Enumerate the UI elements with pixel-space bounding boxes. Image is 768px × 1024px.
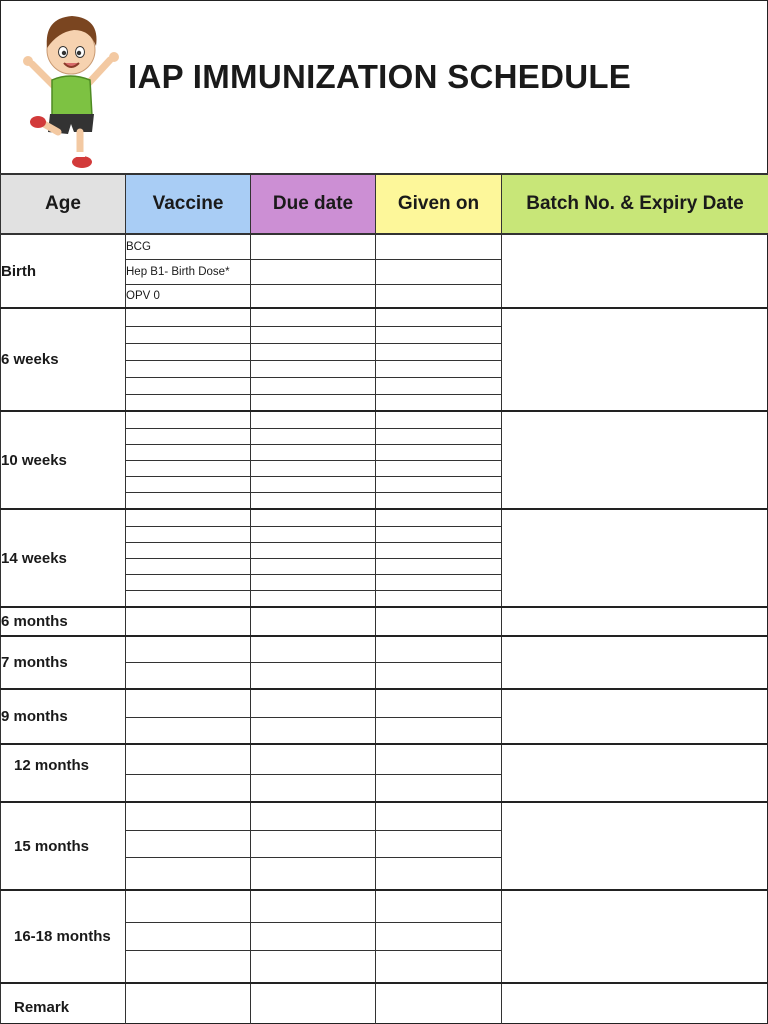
- table-row: [1, 636, 768, 662]
- vaccine-cell[interactable]: [126, 509, 251, 526]
- vaccine-cell[interactable]: [126, 689, 251, 717]
- batch-cell[interactable]: [502, 636, 768, 689]
- due-date-cell[interactable]: [251, 476, 376, 492]
- table-row: [1, 802, 768, 830]
- due-date-cell[interactable]: [251, 411, 376, 428]
- given-on-cell[interactable]: [376, 234, 502, 259]
- given-on-cell[interactable]: [376, 377, 502, 394]
- given-on-cell[interactable]: [376, 689, 502, 717]
- due-date-cell[interactable]: [251, 377, 376, 394]
- vaccine-cell[interactable]: [126, 526, 251, 542]
- vaccine-cell[interactable]: [126, 558, 251, 574]
- due-date-cell[interactable]: [251, 343, 376, 360]
- column-header-age: Age: [1, 174, 126, 234]
- given-on-cell[interactable]: [376, 476, 502, 492]
- vaccine-cell[interactable]: [126, 574, 251, 590]
- due-date-cell[interactable]: [251, 509, 376, 526]
- table-row: [1, 744, 768, 774]
- table-row: [1, 308, 768, 326]
- given-on-cell[interactable]: [376, 326, 502, 343]
- table-row: [1, 411, 768, 428]
- given-on-cell[interactable]: [376, 830, 502, 857]
- due-date-cell[interactable]: [251, 744, 376, 774]
- due-date-cell[interactable]: [251, 284, 376, 308]
- due-date-cell[interactable]: [251, 574, 376, 590]
- due-date-cell[interactable]: [251, 857, 376, 890]
- due-date-cell[interactable]: [251, 259, 376, 284]
- remark-label: Remark: [1, 983, 126, 1024]
- due-date-cell[interactable]: [251, 526, 376, 542]
- given-on-cell[interactable]: [376, 890, 502, 922]
- cartoon-boy-icon: [14, 8, 126, 174]
- given-on-cell[interactable]: [376, 308, 502, 326]
- given-on-cell[interactable]: [376, 558, 502, 574]
- remark-cell[interactable]: [251, 983, 376, 1024]
- vaccine-cell[interactable]: [126, 662, 251, 689]
- due-date-cell[interactable]: [251, 360, 376, 377]
- immunization-table: [0, 173, 768, 1024]
- given-on-cell[interactable]: [376, 574, 502, 590]
- vaccine-cell[interactable]: [126, 857, 251, 890]
- age-cell: 6 months: [1, 607, 126, 636]
- given-on-cell[interactable]: [376, 542, 502, 558]
- age-cell: 9 months: [1, 689, 126, 744]
- vaccine-cell[interactable]: [126, 607, 251, 636]
- batch-cell[interactable]: [502, 411, 768, 509]
- given-on-cell[interactable]: [376, 259, 502, 284]
- age-cell: Birth: [1, 234, 126, 308]
- given-on-cell[interactable]: [376, 662, 502, 689]
- given-on-cell[interactable]: [376, 950, 502, 983]
- remark-cell[interactable]: [376, 983, 502, 1024]
- due-date-cell[interactable]: [251, 308, 376, 326]
- due-date-cell[interactable]: [251, 428, 376, 444]
- table-row: [1, 983, 768, 1024]
- vaccine-cell[interactable]: [126, 411, 251, 428]
- due-date-cell[interactable]: [251, 460, 376, 476]
- column-header-batch: Batch No. & Expiry Date: [502, 174, 768, 234]
- remark-cell[interactable]: [126, 983, 251, 1024]
- given-on-cell[interactable]: [376, 744, 502, 774]
- due-date-cell[interactable]: [251, 662, 376, 689]
- vaccine-cell[interactable]: [126, 950, 251, 983]
- given-on-cell[interactable]: [376, 284, 502, 308]
- given-on-cell[interactable]: [376, 343, 502, 360]
- given-on-cell[interactable]: [376, 526, 502, 542]
- vaccine-cell[interactable]: [126, 444, 251, 460]
- given-on-cell[interactable]: [376, 428, 502, 444]
- vaccine-cell[interactable]: [126, 476, 251, 492]
- given-on-cell[interactable]: [376, 922, 502, 950]
- given-on-cell[interactable]: [376, 492, 502, 509]
- vaccine-cell[interactable]: [126, 774, 251, 802]
- age-cell: 15 months: [1, 802, 126, 890]
- given-on-cell[interactable]: [376, 774, 502, 802]
- table-row: [1, 509, 768, 526]
- due-date-cell[interactable]: [251, 922, 376, 950]
- vaccine-cell[interactable]: [126, 802, 251, 830]
- batch-cell[interactable]: [502, 509, 768, 607]
- vaccine-cell[interactable]: [126, 590, 251, 607]
- remark-cell[interactable]: [502, 983, 768, 1024]
- age-cell: 14 weeks: [1, 509, 126, 607]
- due-date-cell[interactable]: [251, 830, 376, 857]
- due-date-cell[interactable]: [251, 636, 376, 662]
- given-on-cell[interactable]: [376, 509, 502, 526]
- age-cell: 10 weeks: [1, 411, 126, 509]
- batch-cell[interactable]: [502, 890, 768, 983]
- column-header-vaccine: Vaccine: [126, 174, 251, 234]
- batch-cell[interactable]: [502, 744, 768, 802]
- vaccine-cell[interactable]: [126, 360, 251, 377]
- vaccine-cell: BCG: [126, 234, 251, 259]
- due-date-cell[interactable]: [251, 394, 376, 411]
- vaccine-cell[interactable]: [126, 428, 251, 444]
- due-date-cell[interactable]: [251, 802, 376, 830]
- table-row: [1, 890, 768, 922]
- due-date-cell[interactable]: [251, 590, 376, 607]
- due-date-cell[interactable]: [251, 774, 376, 802]
- column-header-due-date: Due date: [251, 174, 376, 234]
- due-date-cell[interactable]: [251, 492, 376, 509]
- given-on-cell[interactable]: [376, 636, 502, 662]
- batch-cell[interactable]: [502, 607, 768, 636]
- column-header-given-on: Given on: [376, 174, 502, 234]
- batch-cell[interactable]: [502, 802, 768, 890]
- age-cell: 16-18 months: [1, 890, 126, 983]
- vaccine-cell[interactable]: [126, 343, 251, 360]
- batch-cell[interactable]: [502, 689, 768, 744]
- vaccine-cell[interactable]: [126, 460, 251, 476]
- vaccine-cell[interactable]: [126, 744, 251, 774]
- due-date-cell[interactable]: [251, 542, 376, 558]
- due-date-cell[interactable]: [251, 890, 376, 922]
- table-row: [1, 234, 768, 259]
- given-on-cell[interactable]: [376, 590, 502, 607]
- vaccine-cell[interactable]: [126, 377, 251, 394]
- vaccine-cell[interactable]: [126, 636, 251, 662]
- given-on-cell[interactable]: [376, 607, 502, 636]
- vaccine-cell[interactable]: [126, 492, 251, 509]
- page-header: [0, 0, 768, 174]
- vaccine-cell[interactable]: [126, 308, 251, 326]
- given-on-cell[interactable]: [376, 360, 502, 377]
- due-date-cell[interactable]: [251, 558, 376, 574]
- vaccine-cell: OPV 0: [126, 284, 251, 308]
- given-on-cell[interactable]: [376, 857, 502, 890]
- vaccine-cell[interactable]: [126, 830, 251, 857]
- given-on-cell[interactable]: [376, 802, 502, 830]
- vaccine-cell: Hep B1- Birth Dose*: [126, 259, 251, 284]
- age-cell: 12 months: [1, 744, 126, 802]
- age-cell: 7 months: [1, 636, 126, 689]
- due-date-cell[interactable]: [251, 689, 376, 717]
- vaccine-cell[interactable]: [126, 922, 251, 950]
- vaccine-cell[interactable]: [126, 542, 251, 558]
- vaccine-cell[interactable]: [126, 717, 251, 744]
- vaccine-cell[interactable]: [126, 890, 251, 922]
- given-on-cell[interactable]: [376, 394, 502, 411]
- due-date-cell[interactable]: [251, 234, 376, 259]
- due-date-cell[interactable]: [251, 444, 376, 460]
- due-date-cell[interactable]: [251, 717, 376, 744]
- vaccine-cell[interactable]: [126, 394, 251, 411]
- given-on-cell[interactable]: [376, 460, 502, 476]
- given-on-cell[interactable]: [376, 411, 502, 428]
- vaccine-cell[interactable]: [126, 326, 251, 343]
- batch-cell[interactable]: [502, 234, 768, 308]
- page-title: IAP IMMUNIZATION SCHEDULE: [128, 58, 632, 95]
- due-date-cell[interactable]: [251, 607, 376, 636]
- header-row: [1, 174, 768, 234]
- due-date-cell[interactable]: [251, 326, 376, 343]
- table-row: [1, 689, 768, 717]
- given-on-cell[interactable]: [376, 717, 502, 744]
- batch-cell[interactable]: [502, 308, 768, 411]
- due-date-cell[interactable]: [251, 950, 376, 983]
- table-row: [1, 607, 768, 636]
- given-on-cell[interactable]: [376, 444, 502, 460]
- age-cell: 6 weeks: [1, 308, 126, 411]
